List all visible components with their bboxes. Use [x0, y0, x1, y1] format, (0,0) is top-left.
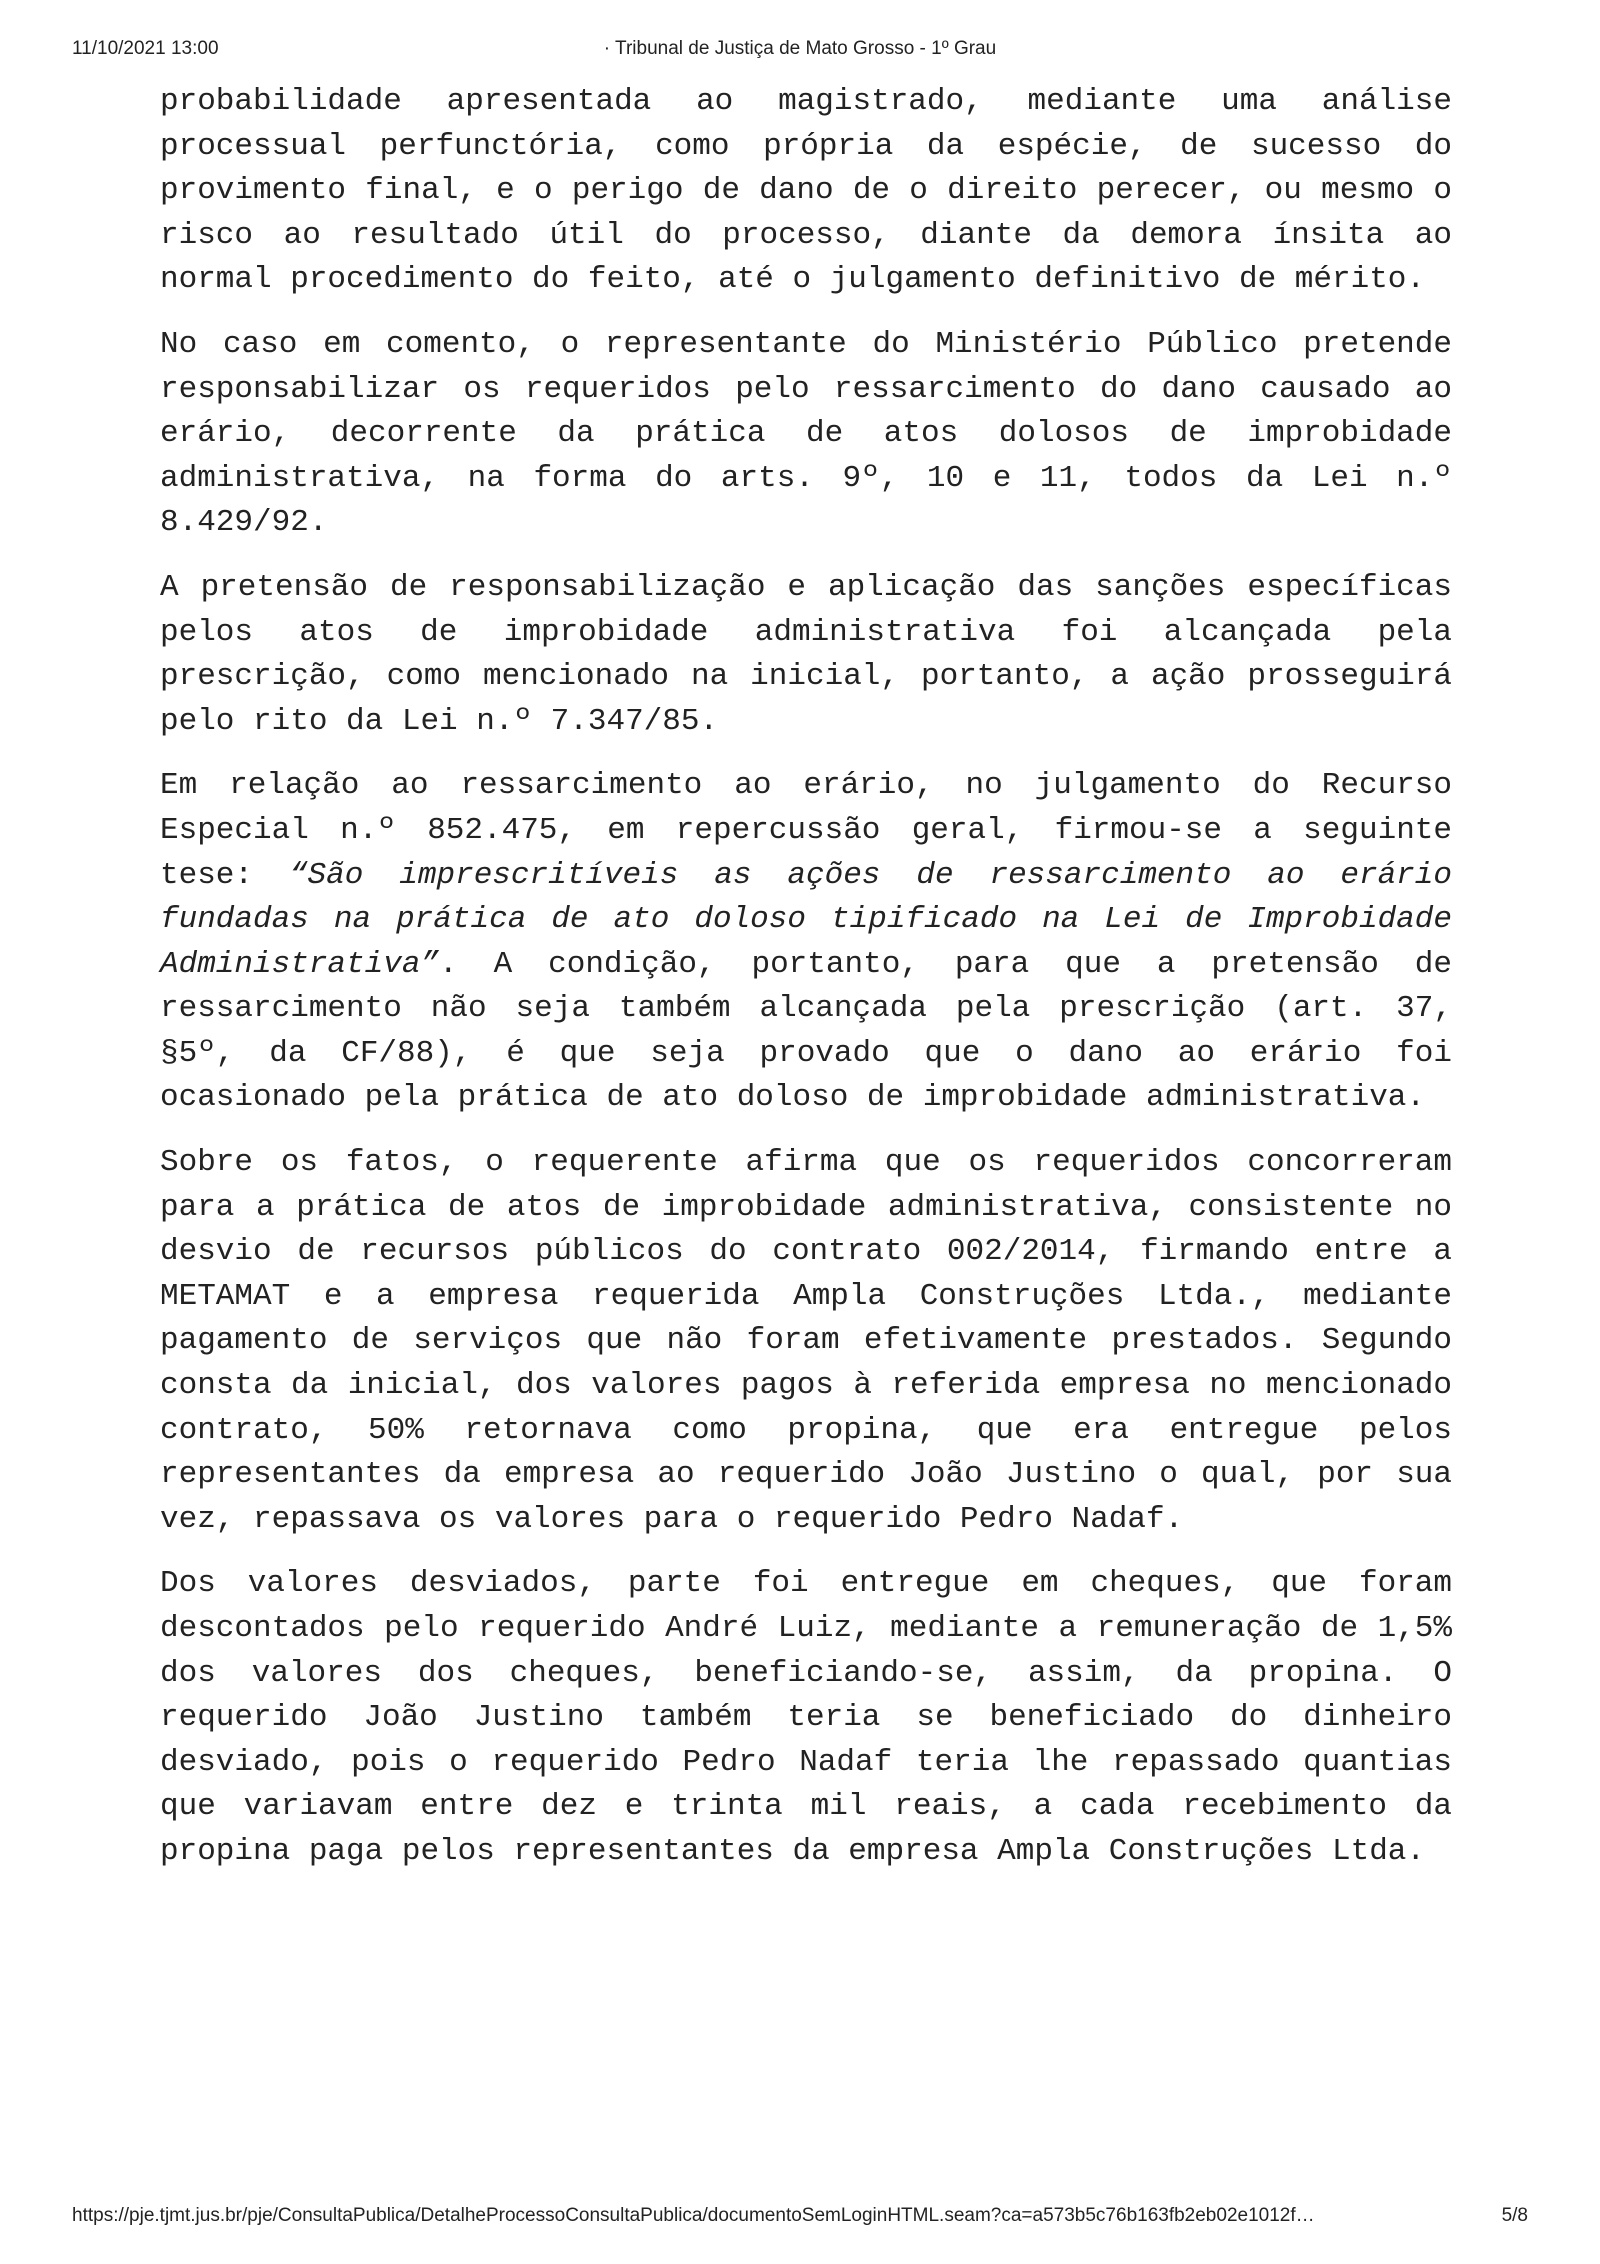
- print-footer: [72, 2205, 1528, 2235]
- paragraph-4: [160, 764, 1452, 1121]
- paragraph-2: No caso em comento, o representante do Ministério Público pretende responsabilizar os requeridos pelo ressarcimento do dano causado ao erário, decorrente da prática de atos dolosos de improbidade administrativa, na forma do arts. 9º, 10 e 11, todos da Lei n.º 8.429/92.: [160, 326, 1452, 541]
- print-datetime: 11/10/2021 13:00: [72, 38, 219, 59]
- page-number: 5/8: [1501, 2205, 1528, 2226]
- print-page-title: · Tribunal de Justiça de Mato Grosso - 1º Grau: [603, 38, 997, 59]
- document-body: [160, 80, 1452, 1895]
- paragraph-5: Sobre os fatos, o requerente afirma que os requeridos concorreram para a prática de atos de improbidade administrativa, consistente no desvio de recursos públicos do contrato 002/2014, firmando entre a METAMAT e a empresa requerida Ampla Construções Ltda., mediante pagamento de serviços que não foram efetivamente prestados. Segundo consta da inicial, dos valores pagos à referida empresa no mencionado contrato, 50% retornava como propina, que era entregue pelos representantes da empresa ao requerido João Justino o qual, por sua vez, repassava os valores para o requerido Pedro Nadaf.: [160, 1145, 1452, 1537]
- page-url: https://pje.tjmt.jus.br/pje/ConsultaPublica/DetalheProcessoConsultaPublica/documentoSemLoginHTML.seam?ca=a573b5c76b163fb2eb02e1012f…: [72, 2205, 1315, 2226]
- paragraph-4-intro: Em relação ao ressarcimento ao erário, no julgamento do Recurso Especial n.º 852.475, em repercussão geral, firmou-se a seguinte tese:: [160, 768, 1452, 893]
- paragraph-4-quote: “São imprescritíveis as ações de ressarcimento ao erário fundadas na prática de ato doloso tipificado na Lei de Improbidade Administrativa”: [160, 857, 1452, 982]
- paragraph-3: A pretensão de responsabilização e aplicação das sanções específicas pelos atos de improbidade administrativa foi alcançada pela prescrição, como mencionado na inicial, portanto, a ação prosseguirá pelo rito da Lei n.º 7.347/85.: [160, 569, 1452, 739]
- paragraph-4-rest: . A condição, portanto, para que a pretensão de ressarcimento não seja também alcançada pela prescrição (art. 37, §5º, da CF/88), é que seja provado que o dano ao erário foi ocasionado pela prática de ato doloso de improbidade administrativa.: [160, 946, 1452, 1116]
- print-header: [72, 38, 1528, 68]
- paragraph-1: probabilidade apresentada ao magistrado, mediante uma análise processual perfunctória, como própria da espécie, de sucesso do provimento final, e o perigo de dano de o direito perecer, ou mesmo o risco ao resultado útil do processo, diante da demora ínsita ao normal procedimento do feito, até o julgamento definitivo de mérito.: [160, 84, 1452, 298]
- paragraph-6: Dos valores desviados, parte foi entregue em cheques, que foram descontados pelo requerido André Luiz, mediante a remuneração de 1,5% dos valores dos cheques, beneficiando-se, assim, da propina. O requerido João Justino também teria se beneficiado do dinheiro desviado, pois o requerido Pedro Nadaf teria lhe repassado quantias que variavam entre dez e trinta mil reais, a cada recebimento da propina paga pelos representantes da empresa Ampla Construções Ltda.: [160, 1566, 1452, 1869]
